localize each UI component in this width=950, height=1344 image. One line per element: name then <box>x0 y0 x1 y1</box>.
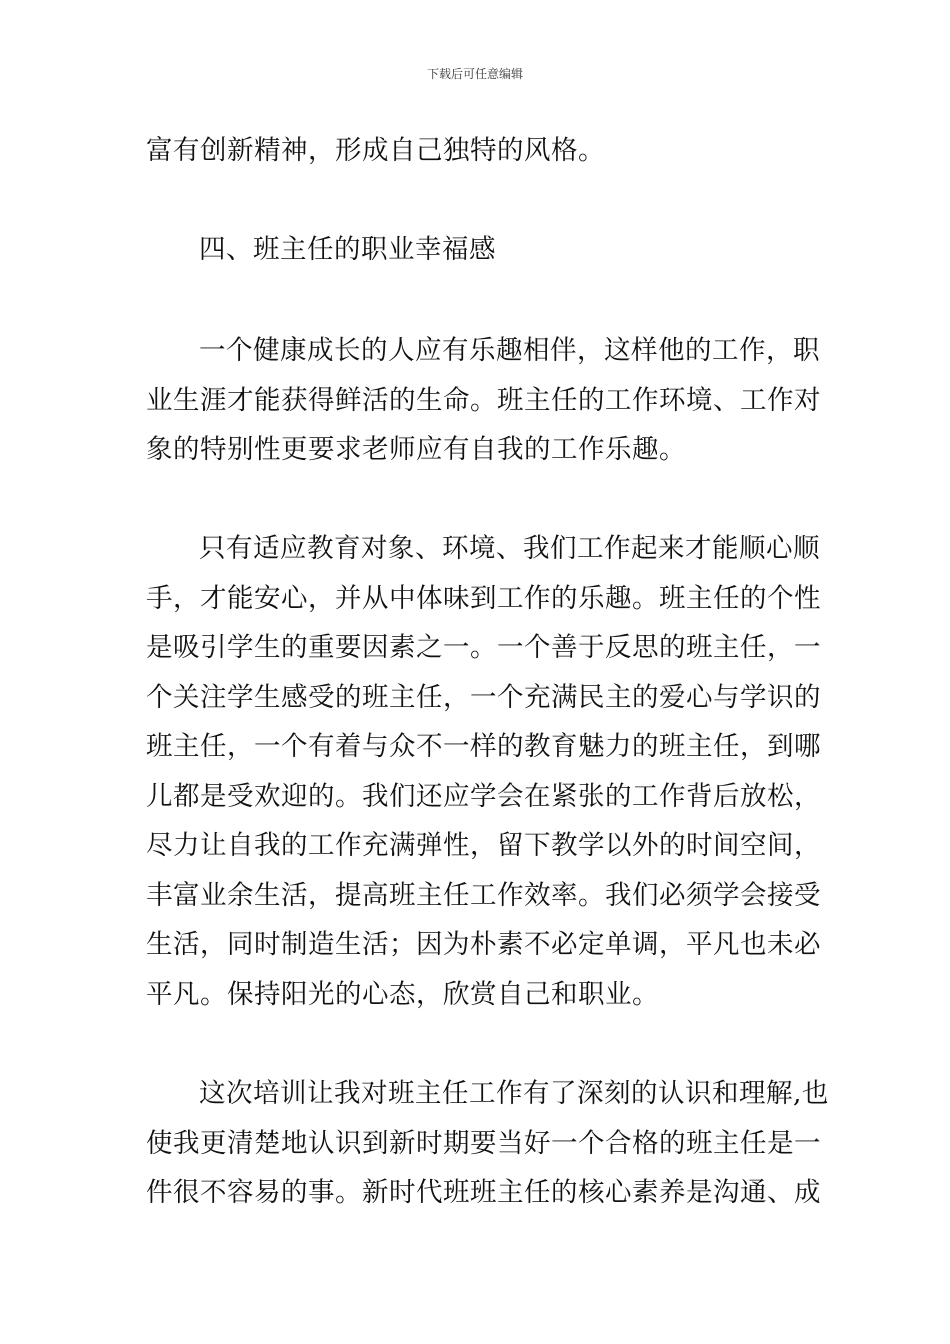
text-line: 个关注学生感受的班主任，一个充满民主的爱心与学识的 <box>146 681 821 713</box>
text-line: 使我更清楚地认识到新时期要当好一个合格的班主任是一 <box>146 1127 821 1159</box>
text-line: 只有适应教育对象、环境、我们工作起来才能顺心顺 <box>199 533 820 564</box>
paragraph <box>146 1069 829 1218</box>
text-line: 一个健康成长的人应有乐趣相伴，这样他的工作，职 <box>199 335 820 366</box>
text-line: 是吸引学生的重要因素之一。一个善于反思的班主任，一 <box>146 632 821 663</box>
paragraph <box>146 524 821 1019</box>
text-line: 件很不容易的事。新时代班班主任的核心素养是沟通、成 <box>146 1177 821 1208</box>
text-line: 象的特别性更要求老师应有自我的工作乐趣。 <box>146 434 686 465</box>
text-line: 业生涯才能获得鲜活的生命。班主任的工作环境、工作对 <box>146 384 821 416</box>
text-line: 生活，同时制造生活；因为朴素不必定单调，平凡也未必 <box>146 929 821 960</box>
heading-text: 四、班主任的职业幸福感 <box>199 234 496 265</box>
text-line: 这次培训让我对班主任工作有了深刻的认识和理解,也 <box>199 1078 829 1109</box>
text-line: 平凡。保持阳光的心态，欣赏自己和职业。 <box>146 978 659 1010</box>
section-heading <box>146 225 806 275</box>
page-header: 下载后可任意编辑 <box>426 67 523 81</box>
text-line: 富有创新精神，形成自己独特的风格。 <box>146 135 605 166</box>
text-line: 尽力让自我的工作充满弹性，留下教学以外的时间空间， <box>146 830 821 861</box>
paragraph-continuation <box>146 126 806 176</box>
text-line: 手，才能安心，并从中体味到工作的乐趣。班主任的个性 <box>146 582 821 614</box>
text-line: 班主任，一个有着与众不一样的教育魅力的班主任，到哪 <box>146 731 821 762</box>
paragraph <box>146 326 821 475</box>
text-line: 儿都是受欢迎的。我们还应学会在紧张的工作背后放松， <box>146 780 821 812</box>
text-line: 丰富业余生活，提高班主任工作效率。我们必须学会接受 <box>146 879 821 911</box>
